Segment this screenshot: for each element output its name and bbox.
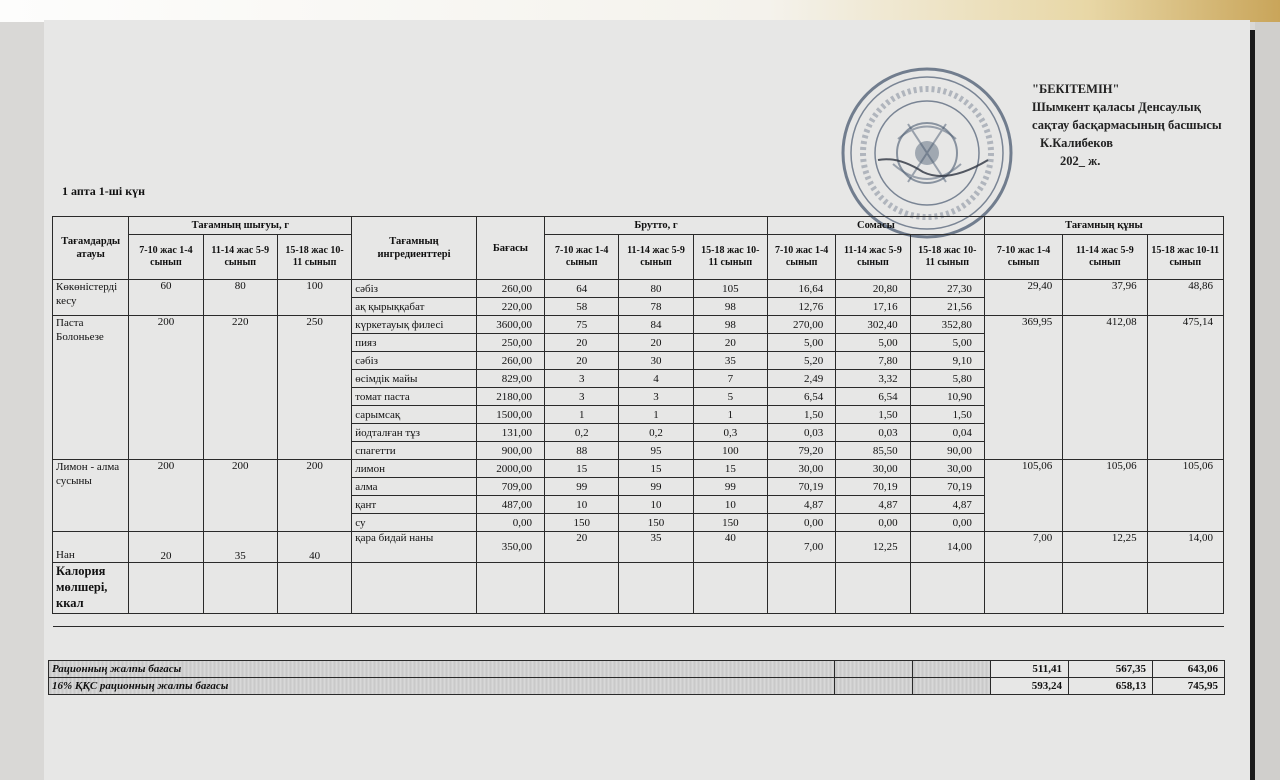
ingredient-cost: 0,00	[910, 514, 984, 532]
header-age: 11-14 жас 5-9 сынып	[619, 235, 693, 280]
ingredient-brutto: 78	[619, 298, 693, 316]
ingredient-brutto: 20	[545, 352, 619, 370]
ingredient-price: 220,00	[476, 298, 544, 316]
ingredient-price: 260,00	[476, 352, 544, 370]
ingredient-brutto: 1	[693, 406, 767, 424]
ingredient-brutto: 10	[619, 496, 693, 514]
ingredient-cost: 7,00	[767, 532, 835, 563]
calorie-cell	[767, 563, 835, 614]
ingredient-price: 900,00	[476, 442, 544, 460]
ingredient-name: йодталған тұз	[352, 424, 477, 442]
ingredient-brutto: 98	[693, 316, 767, 334]
dish-name: Паста Болоньезе	[53, 316, 129, 460]
calorie-cell	[836, 563, 910, 614]
background-right	[1255, 22, 1280, 780]
dish-output: 80	[203, 280, 277, 316]
ingredient-cost: 5,80	[910, 370, 984, 388]
ingredient-cost: 70,19	[910, 478, 984, 496]
table-row	[53, 532, 1224, 563]
ingredient-cost: 70,19	[767, 478, 835, 496]
dish-total-cost: 105,06	[1147, 460, 1223, 532]
ingredient-brutto: 30	[619, 352, 693, 370]
ingredient-brutto: 20	[545, 532, 619, 563]
ingredient-name: алма	[352, 478, 477, 496]
ingredient-name: пияз	[352, 334, 477, 352]
table-row	[53, 460, 1224, 478]
totals-value: 511,41	[991, 661, 1069, 678]
calorie-cell	[693, 563, 767, 614]
ingredient-brutto: 20	[693, 334, 767, 352]
ingredient-cost: 17,16	[836, 298, 910, 316]
totals-value: 643,06	[1153, 661, 1225, 678]
calorie-cell	[277, 563, 351, 614]
dish-total-cost: 475,14	[1147, 316, 1223, 460]
ingredient-cost: 16,64	[767, 280, 835, 298]
ingredient-name: күркетауық филесі	[352, 316, 477, 334]
header-age: 15-18 жас 10-11 сынып	[910, 235, 984, 280]
ingredient-cost: 30,00	[767, 460, 835, 478]
ingredient-price: 829,00	[476, 370, 544, 388]
header-age: 7-10 жас 1-4 сынып	[129, 235, 203, 280]
dish-output: 20	[129, 532, 203, 563]
ingredient-cost: 2,49	[767, 370, 835, 388]
spacer-cell	[53, 614, 1224, 627]
ingredient-cost: 5,00	[910, 334, 984, 352]
ingredient-cost: 352,80	[910, 316, 984, 334]
ingredient-cost: 4,87	[910, 496, 984, 514]
ingredient-name: ақ қырыққабат	[352, 298, 477, 316]
header-age: 7-10 жас 1-4 сынып	[767, 235, 835, 280]
calorie-cell	[203, 563, 277, 614]
header-age: 7-10 жас 1-4 сынып	[984, 235, 1062, 280]
ingredient-cost: 0,00	[767, 514, 835, 532]
totals-label: 16% ҚҚС рационның жалпы бағасы	[49, 678, 835, 695]
header-age: 7-10 жас 1-4 сынып	[545, 235, 619, 280]
totals-value: 593,24	[991, 678, 1069, 695]
ingredient-cost: 20,80	[836, 280, 910, 298]
ingredient-name: қант	[352, 496, 477, 514]
dish-output: 35	[203, 532, 277, 563]
dish-output: 220	[203, 316, 277, 460]
ingredient-cost: 85,50	[836, 442, 910, 460]
ingredient-cost: 5,00	[767, 334, 835, 352]
dish-total-cost: 105,06	[984, 460, 1062, 532]
ingredient-name: сәбіз	[352, 352, 477, 370]
ingredient-name: сәбіз	[352, 280, 477, 298]
totals-empty	[835, 661, 913, 678]
ingredient-brutto: 64	[545, 280, 619, 298]
ingredient-cost: 12,76	[767, 298, 835, 316]
ingredient-brutto: 150	[545, 514, 619, 532]
totals-empty	[913, 661, 991, 678]
header-cost: Сомасы	[767, 217, 984, 235]
ingredient-cost: 302,40	[836, 316, 910, 334]
ingredient-brutto: 35	[693, 352, 767, 370]
header-dish-cost: Тағамның құны	[984, 217, 1223, 235]
ingredient-cost: 27,30	[910, 280, 984, 298]
ingredient-cost: 1,50	[910, 406, 984, 424]
ingredient-brutto: 99	[619, 478, 693, 496]
ingredient-brutto: 3	[545, 388, 619, 406]
calorie-cell	[352, 563, 477, 614]
dish-output: 200	[129, 460, 203, 532]
ingredient-brutto: 0,2	[619, 424, 693, 442]
ingredient-brutto: 84	[619, 316, 693, 334]
ingredient-cost: 3,32	[836, 370, 910, 388]
ingredient-name: су	[352, 514, 477, 532]
dish-name: Көкөністерді кесу	[53, 280, 129, 316]
dish-name: Нан	[53, 532, 129, 563]
ingredient-cost: 6,54	[767, 388, 835, 406]
ingredient-price: 2000,00	[476, 460, 544, 478]
spacer-row	[53, 614, 1224, 627]
ingredient-brutto: 40	[693, 532, 767, 563]
header-age: 15-18 жас 10-11 сынып	[1147, 235, 1223, 280]
ingredient-brutto: 3	[619, 388, 693, 406]
totals-table	[48, 660, 1225, 695]
ingredient-cost: 270,00	[767, 316, 835, 334]
header-age: 11-14 жас 5-9 сынып	[1063, 235, 1147, 280]
approval-date: 202_ ж.	[1060, 154, 1101, 168]
ingredient-cost: 10,90	[910, 388, 984, 406]
header-age: 11-14 жас 5-9 сынып	[836, 235, 910, 280]
ingredient-cost: 1,50	[836, 406, 910, 424]
approval-signer: К.Калибеков	[1040, 136, 1114, 150]
ingredient-name: өсімдік майы	[352, 370, 477, 388]
header-dish: Тағамдарды атауы	[53, 217, 129, 280]
ingredient-brutto: 35	[619, 532, 693, 563]
ingredient-brutto: 100	[693, 442, 767, 460]
approval-block	[1032, 80, 1222, 170]
ingredient-cost: 0,04	[910, 424, 984, 442]
totals-label: Рационның жалпы бағасы	[49, 661, 835, 678]
ingredient-brutto: 10	[545, 496, 619, 514]
dish-total-cost: 412,08	[1063, 316, 1147, 460]
calorie-cell	[476, 563, 544, 614]
ingredient-cost: 14,00	[910, 532, 984, 563]
ingredient-price: 0,00	[476, 514, 544, 532]
ingredient-cost: 9,10	[910, 352, 984, 370]
totals-row	[49, 678, 1225, 695]
dish-output: 250	[277, 316, 351, 460]
dish-output: 60	[129, 280, 203, 316]
table-row	[53, 316, 1224, 334]
header-age: 15-18 жас 10-11 сынып	[693, 235, 767, 280]
ingredient-brutto: 95	[619, 442, 693, 460]
menu-table	[52, 216, 1224, 627]
calorie-label: Калория мөлшері, ккал	[53, 563, 129, 614]
ingredient-brutto: 99	[693, 478, 767, 496]
calorie-cell	[1063, 563, 1147, 614]
dish-total-cost: 29,40	[984, 280, 1062, 316]
dish-total-cost: 14,00	[1147, 532, 1223, 563]
ingredient-price: 487,00	[476, 496, 544, 514]
ingredient-cost: 6,54	[836, 388, 910, 406]
ingredient-brutto: 20	[619, 334, 693, 352]
ingredient-price: 131,00	[476, 424, 544, 442]
header-brutto: Брутто, г	[545, 217, 768, 235]
ingredient-price: 260,00	[476, 280, 544, 298]
ingredient-price: 709,00	[476, 478, 544, 496]
ingredient-brutto: 7	[693, 370, 767, 388]
ingredient-brutto: 1	[619, 406, 693, 424]
calorie-cell	[619, 563, 693, 614]
ingredient-cost: 0,03	[836, 424, 910, 442]
ingredient-brutto: 99	[545, 478, 619, 496]
header-price: Бағасы	[476, 217, 544, 280]
totals-value: 745,95	[1153, 678, 1225, 695]
header-age: 11-14 жас 5-9 сынып	[203, 235, 277, 280]
ingredient-cost: 4,87	[767, 496, 835, 514]
dish-output: 200	[277, 460, 351, 532]
calorie-cell	[984, 563, 1062, 614]
header-age: 15-18 жас 10-11 сынып	[277, 235, 351, 280]
ingredient-brutto: 4	[619, 370, 693, 388]
approval-org: Шымкент қаласы Денсаулық	[1032, 100, 1201, 114]
ingredient-name: сарымсақ	[352, 406, 477, 424]
totals-value: 658,13	[1069, 678, 1153, 695]
ingredient-cost: 30,00	[836, 460, 910, 478]
dish-total-cost: 12,25	[1063, 532, 1147, 563]
ingredient-cost: 5,20	[767, 352, 835, 370]
totals-value: 567,35	[1069, 661, 1153, 678]
ingredient-price: 1500,00	[476, 406, 544, 424]
dish-total-cost: 7,00	[984, 532, 1062, 563]
ingredient-brutto: 1	[545, 406, 619, 424]
ingredient-cost: 12,25	[836, 532, 910, 563]
ingredient-price: 2180,00	[476, 388, 544, 406]
ingredient-price: 250,00	[476, 334, 544, 352]
ingredient-price: 350,00	[476, 532, 544, 563]
calorie-cell	[1147, 563, 1223, 614]
ingredient-name: қара бидай наны	[352, 532, 477, 563]
totals-empty	[835, 678, 913, 695]
ingredient-brutto: 15	[693, 460, 767, 478]
ingredient-brutto: 88	[545, 442, 619, 460]
calorie-cell	[910, 563, 984, 614]
table-row	[53, 280, 1224, 298]
totals-row	[49, 661, 1225, 678]
ingredient-brutto: 0,3	[693, 424, 767, 442]
ingredient-brutto: 5	[693, 388, 767, 406]
ingredient-cost: 5,00	[836, 334, 910, 352]
ingredient-brutto: 80	[619, 280, 693, 298]
ingredient-cost: 90,00	[910, 442, 984, 460]
dish-total-cost: 105,06	[1063, 460, 1147, 532]
calorie-cell	[545, 563, 619, 614]
ingredient-brutto: 15	[619, 460, 693, 478]
header-row	[53, 235, 1224, 280]
ingredient-cost: 21,56	[910, 298, 984, 316]
ingredient-cost: 4,87	[836, 496, 910, 514]
calorie-cell	[129, 563, 203, 614]
header-row	[53, 217, 1224, 235]
totals-empty	[913, 678, 991, 695]
ingredient-price: 3600,00	[476, 316, 544, 334]
ingredient-brutto: 20	[545, 334, 619, 352]
dish-output: 100	[277, 280, 351, 316]
header-ingredients: Тағамның ингредиенттері	[352, 217, 477, 280]
ingredient-cost: 30,00	[910, 460, 984, 478]
approval-position: сақтау басқармасының басшысы	[1032, 118, 1222, 132]
dish-total-cost: 37,96	[1063, 280, 1147, 316]
ingredient-name: лимон	[352, 460, 477, 478]
ingredient-brutto: 15	[545, 460, 619, 478]
background-top	[0, 0, 1280, 22]
dish-total-cost: 369,95	[984, 316, 1062, 460]
ingredient-cost: 0,00	[836, 514, 910, 532]
ingredient-brutto: 58	[545, 298, 619, 316]
dish-output: 200	[203, 460, 277, 532]
ingredient-cost: 70,19	[836, 478, 910, 496]
dish-output: 200	[129, 316, 203, 460]
approval-title: "БЕКІТЕМІН"	[1032, 82, 1120, 96]
calorie-row	[53, 563, 1224, 614]
ingredient-name: спагетти	[352, 442, 477, 460]
ingredient-brutto: 150	[693, 514, 767, 532]
ingredient-cost: 1,50	[767, 406, 835, 424]
dish-name: Лимон - алма сусыны	[53, 460, 129, 532]
ingredient-brutto: 105	[693, 280, 767, 298]
ingredient-brutto: 75	[545, 316, 619, 334]
dish-output: 40	[277, 532, 351, 563]
ingredient-brutto: 3	[545, 370, 619, 388]
dish-total-cost: 48,86	[1147, 280, 1223, 316]
ingredient-brutto: 0,2	[545, 424, 619, 442]
header-output: Тағамның шығуы, г	[129, 217, 352, 235]
ingredient-cost: 0,03	[767, 424, 835, 442]
ingredient-cost: 79,20	[767, 442, 835, 460]
ingredient-name: томат паста	[352, 388, 477, 406]
day-title: 1 апта 1-ші күн	[62, 184, 146, 198]
ingredient-brutto: 98	[693, 298, 767, 316]
ingredient-brutto: 10	[693, 496, 767, 514]
ingredient-cost: 7,80	[836, 352, 910, 370]
ingredient-brutto: 150	[619, 514, 693, 532]
